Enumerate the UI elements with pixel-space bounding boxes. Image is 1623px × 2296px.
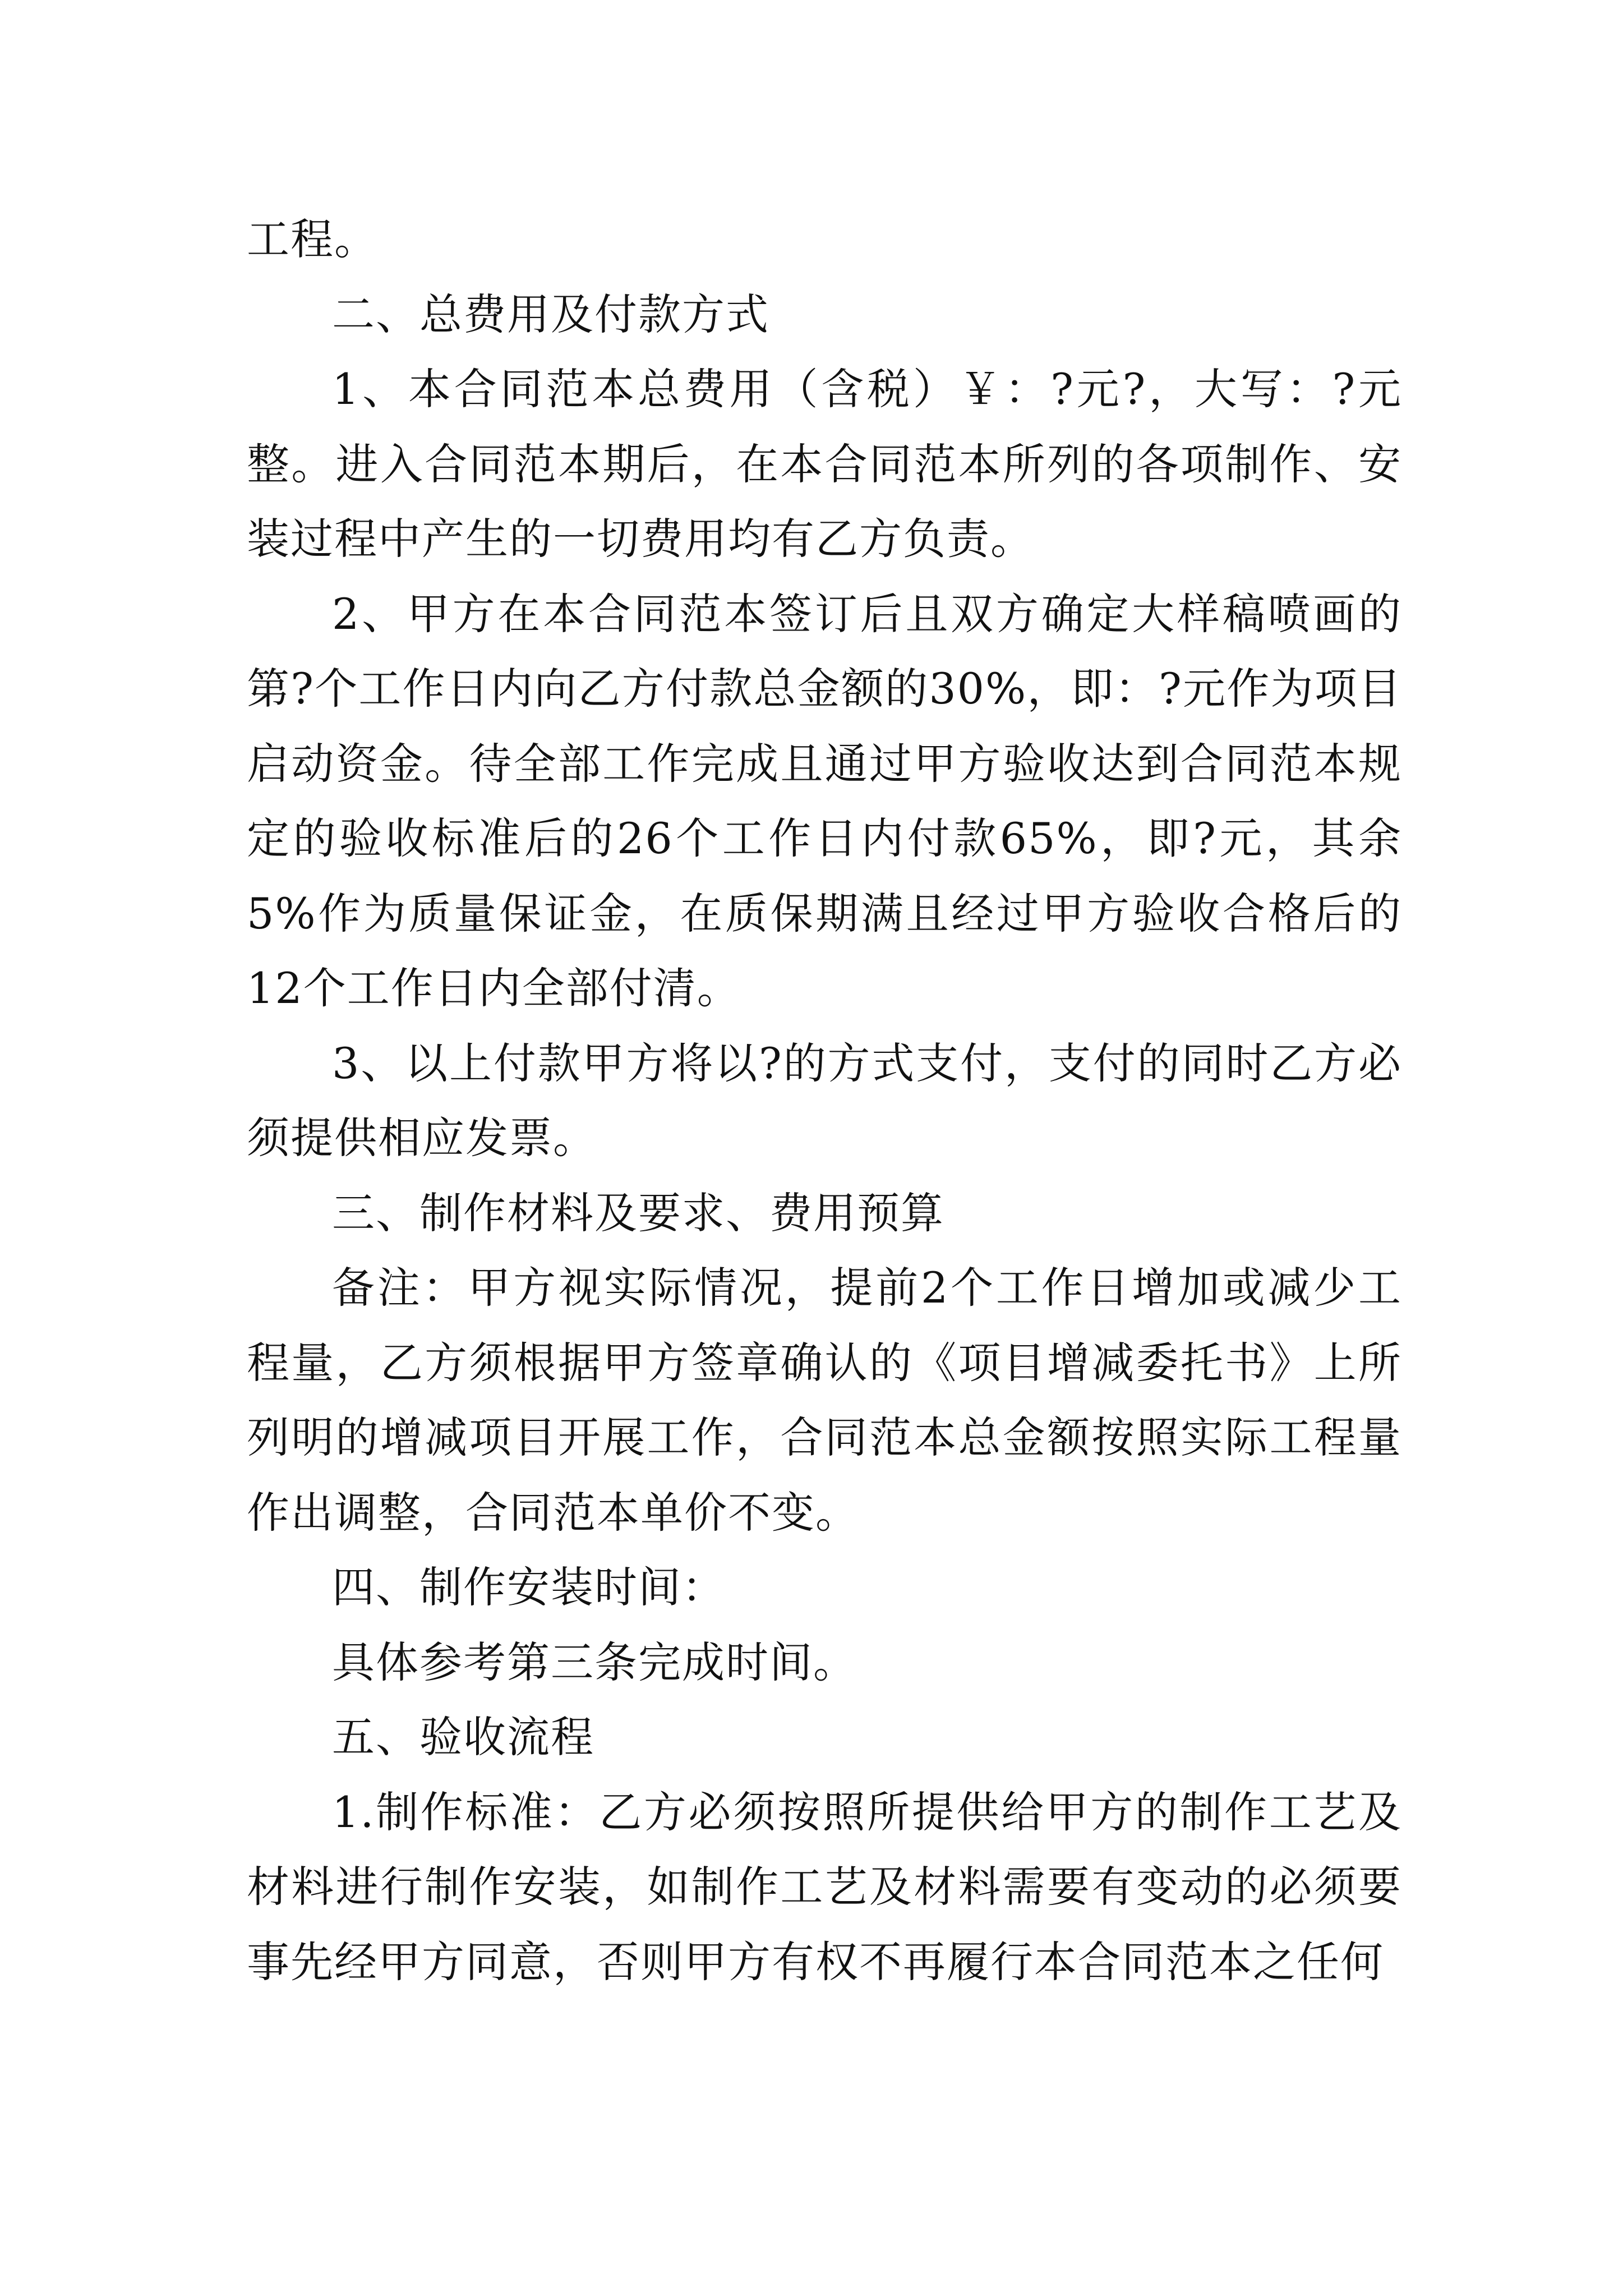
clause-production-standard: 1.制作标准：乙方必须按照所提供给甲方的制作工艺及材料进行制作安装，如制作工艺及材料需要有变动的必须要事先经甲方同意，否则甲方有权不再履行本合同范本之任何 (247, 1787, 1402, 1987)
document-body (247, 202, 1402, 1999)
section-heading-materials-budget: 三、制作材料及要求、费用预算 (332, 1188, 944, 1238)
paragraph-continuation: 工程。 (247, 214, 378, 264)
section-heading-install-time: 四、制作安装时间： (332, 1562, 726, 1612)
clause-total-fee: 1、本合同范本总费用（含税）￥：?元?，大写：?元整。进入合同范本期后，在本合同范本所列的各项制作、安装过程中产生的一切费用均有乙方负责。 (247, 364, 1402, 564)
clause-install-time-ref: 具体参考第三条完成时间。 (332, 1637, 857, 1687)
section-heading-acceptance: 五、验收流程 (332, 1712, 594, 1762)
section-heading-fees-payment: 二、总费用及付款方式 (332, 289, 769, 339)
clause-payment-schedule: 2、甲方在本合同范本签订后且双方确定大样稿喷画的第?个工作日内向乙方付款总金额的30%，即：?元作为项目启动资金。待全部工作完成且通过甲方验收达到合同范本规定的验收标准后的26个工作日内付款65%，即?元，其余5%作为质量保证金，在质保期满且经过甲方验收合格后的12个工作日内全部付清。 (247, 588, 1402, 1013)
clause-payment-method: 3、以上付款甲方将以?的方式支付，支付的同时乙方必须提供相应发票。 (247, 1038, 1402, 1163)
clause-remarks: 备注：甲方视实际情况，提前2个工作日增加或减少工程量，乙方须根据甲方签章确认的《项目增减委托书》上所列明的增减项目开展工作，合同范本总金额按照实际工程量作出调整，合同范本单价不变。 (247, 1263, 1402, 1538)
